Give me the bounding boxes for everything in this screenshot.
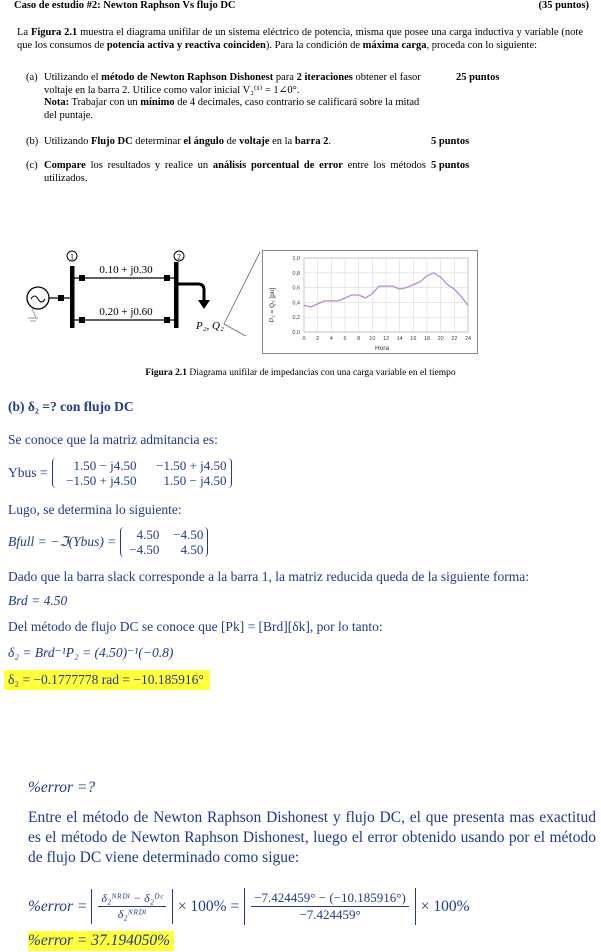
generator-sine-icon <box>31 296 45 302</box>
ybus-lhs: Ybus = <box>8 465 48 480</box>
item-bold: Flujo DC <box>90 136 133 147</box>
matrix-cell: 1.50 − j4.50 <box>163 473 227 488</box>
bfull-lhs: Bfull = −ℑ(Ybus) = <box>8 534 117 549</box>
y-tick-label: 0,2 <box>292 315 300 322</box>
note-bold: mínimo <box>140 97 175 108</box>
x-tick-label: 10 <box>369 336 376 342</box>
chart-xlabel: Hora <box>374 345 390 352</box>
note-text: de 4 decimales, caso contrario se calificará sobre la mitad del puntaje. <box>44 97 420 121</box>
error-result: %error = 37.194050% <box>28 931 174 951</box>
x-tick-label: 0 <box>302 336 306 342</box>
item-text: . <box>328 136 332 147</box>
matrix-cell: 4.50 <box>136 527 160 542</box>
delta-result: δ₂ = −0.1777778 rad = −10.185916° <box>4 670 210 690</box>
abs-value-1 <box>91 889 172 924</box>
equation-operator: × 100% <box>420 897 470 915</box>
solution-p2: Lugo, se determina lo siguiente: <box>8 502 182 517</box>
note-text: Trabajar con un <box>69 97 141 108</box>
ybus-matrix <box>52 458 232 488</box>
load-profile-chart <box>262 250 478 354</box>
item-text: en la <box>269 136 295 147</box>
x-tick-label: 6 <box>343 336 347 342</box>
item-points: 5 puntos <box>431 160 470 171</box>
intro-text: ). Para la condición de <box>265 40 363 51</box>
bus-1-bar <box>70 266 75 328</box>
item-text: de <box>223 136 240 147</box>
intro-bold: máxima carga <box>362 40 427 51</box>
y-tick-label: 0,0 <box>292 330 300 336</box>
x-tick-label: 12 <box>382 336 390 342</box>
brd-equation: Brd = 4.50 <box>8 593 68 608</box>
item-text: Utilizando <box>44 136 91 147</box>
x-tick-label: 24 <box>464 336 472 342</box>
item-bold: análisis porcentual de error <box>212 160 343 171</box>
matrix-cell: −1.50 + j4.50 <box>66 473 137 488</box>
header <box>14 0 589 11</box>
fraction-2 <box>251 890 409 923</box>
solution-title: (b) δ₂ =? con flujo DC <box>8 399 134 414</box>
bus-2-bar <box>174 262 179 328</box>
y-tick-label: 0,6 <box>292 285 300 292</box>
y-tick-label: 0,4 <box>292 300 300 307</box>
x-tick-label: 4 <box>329 336 333 342</box>
error-lhs: %error = <box>28 897 88 915</box>
case-title: Caso de estudio #2: Newton Raphson Vs flujo DC <box>14 0 236 11</box>
ground-icon <box>28 308 38 321</box>
intro-paragraph <box>17 26 583 52</box>
matrix-cell: −4.50 <box>129 542 160 557</box>
fraction-denominator: δ₂ᴺᴿᴰⁱ <box>117 907 147 921</box>
solution-p4: Del método de flujo DC se conoce que [Pk] = [Brd][δk], por lo tanto: <box>8 619 383 634</box>
load-label: P₂, Q₂ <box>196 320 224 332</box>
bfull-equation <box>8 527 208 557</box>
item-text: los resultados y realice un <box>85 160 213 171</box>
item-label: (c) <box>26 160 38 171</box>
line-2-impedance: 0.20 + j0.60 <box>99 306 153 318</box>
item-bold: el ángulo <box>183 136 224 147</box>
load-arrow <box>178 284 204 302</box>
x-tick-label: 8 <box>357 336 361 342</box>
breaker-icon <box>164 317 170 323</box>
item-label: (a) <box>26 72 38 83</box>
breaker-icon <box>79 275 85 281</box>
item-bold: voltaje <box>239 136 270 147</box>
x-tick-label: 14 <box>396 336 403 342</box>
solution-p1: Se conoce que la matriz admitancia es: <box>8 432 218 447</box>
breaker-icon <box>79 317 85 323</box>
x-tick-label: 16 <box>410 336 417 342</box>
item-text: entre los métodos utilizados. <box>44 160 426 184</box>
matrix-cell: −4.50 <box>173 527 204 542</box>
callout-line <box>224 252 260 324</box>
intro-text: , proceda con lo siguiente: <box>426 40 538 51</box>
bus-1-number: 1 <box>70 252 74 262</box>
item-bold: 2 iteraciones <box>296 72 353 83</box>
intro-bold: Figura 2.1 <box>30 27 78 38</box>
ybus-equation <box>8 458 232 488</box>
x-tick-label: 20 <box>437 336 444 342</box>
x-tick-label: 22 <box>451 336 458 342</box>
caption-label: Figura 2.1 <box>145 368 188 378</box>
item-bold: Compare <box>44 160 86 171</box>
fraction-numerator: −7.424459° − (−10.185916°) <box>251 890 409 907</box>
callout-line <box>224 324 260 336</box>
item-bold: barra 2 <box>294 136 329 147</box>
breaker-icon <box>164 275 170 281</box>
error-paragraph: Entre el método de Newton Raphson Dishonest y flujo DC, el que presenta mas exactitud es el método de Newton Raphson Dishonest, luego el error obtenido usando por el método de flujo DC viene determinado como sigue: <box>28 809 596 866</box>
item-text: determinar <box>132 136 184 147</box>
chart-ylabel: P₂ = Q₂ [pu] <box>269 287 276 323</box>
x-tick-label: 18 <box>423 336 431 342</box>
item-points: 5 puntos <box>431 136 470 147</box>
matrix-cell: 1.50 − j4.50 <box>73 458 137 473</box>
caption-text: Diagrama unifilar de impedancias con una carga variable en el tiempo <box>187 368 456 378</box>
fraction-1 <box>98 891 165 922</box>
load-arrow-head-icon <box>198 300 210 309</box>
single-line-diagram <box>22 246 262 336</box>
figure-caption <box>0 368 601 378</box>
item-bold: método de Newton Raphson Dishonest <box>101 72 274 83</box>
breaker-icon <box>58 295 64 301</box>
equation-operator: × 100% = <box>177 897 240 915</box>
x-tick-label: 2 <box>316 336 320 342</box>
y-tick-label: 1,0 <box>292 256 300 262</box>
case-points: (35 puntos) <box>538 0 589 11</box>
item-text: obtener el fasor voltaje en la barra 2. Utilice como valor inicial <box>44 72 421 96</box>
note-label: Nota: <box>44 97 70 108</box>
item-text: Utilizando el <box>44 72 102 83</box>
initial-value: V₂⁽¹⁾ = 1∠0°. <box>242 84 300 96</box>
item-text: para <box>273 72 297 83</box>
matrix-cell: −1.50 + j4.50 <box>156 458 227 473</box>
error-title: %error =? <box>28 779 96 796</box>
intro-text: La <box>17 27 31 38</box>
error-equation <box>28 888 470 925</box>
abs-value-2 <box>244 888 416 925</box>
item-points: 25 puntos <box>456 72 500 83</box>
fraction-denominator: −7.424459° <box>299 907 361 922</box>
fraction-numerator: δ₂ᴺᴿᴰⁱ − δ₂ᴰᶜ <box>98 891 165 907</box>
solution-p3: Dado que la barra slack corresponde a la barra 1, la matriz reducida queda de la siguiente forma: <box>8 569 530 584</box>
intro-bold: potencia activa y reactiva coinciden <box>106 40 266 51</box>
intro-text: muestra el diagrama unifilar de un sistema eléctrico de potencia, misma que posee una carga inductiva y variable (note que los consumos de <box>17 27 583 51</box>
bus-2-number: 2 <box>177 252 181 262</box>
y-tick-label: 0,8 <box>292 270 300 277</box>
line-1-impedance: 0.10 + j0.30 <box>99 264 153 276</box>
item-label: (b) <box>26 136 39 147</box>
matrix-cell: 4.50 <box>180 542 204 557</box>
bfull-matrix <box>120 527 208 557</box>
delta-equation: δ₂ = Brd⁻¹P₂ = (4.50)⁻¹(−0.8) <box>8 645 174 660</box>
